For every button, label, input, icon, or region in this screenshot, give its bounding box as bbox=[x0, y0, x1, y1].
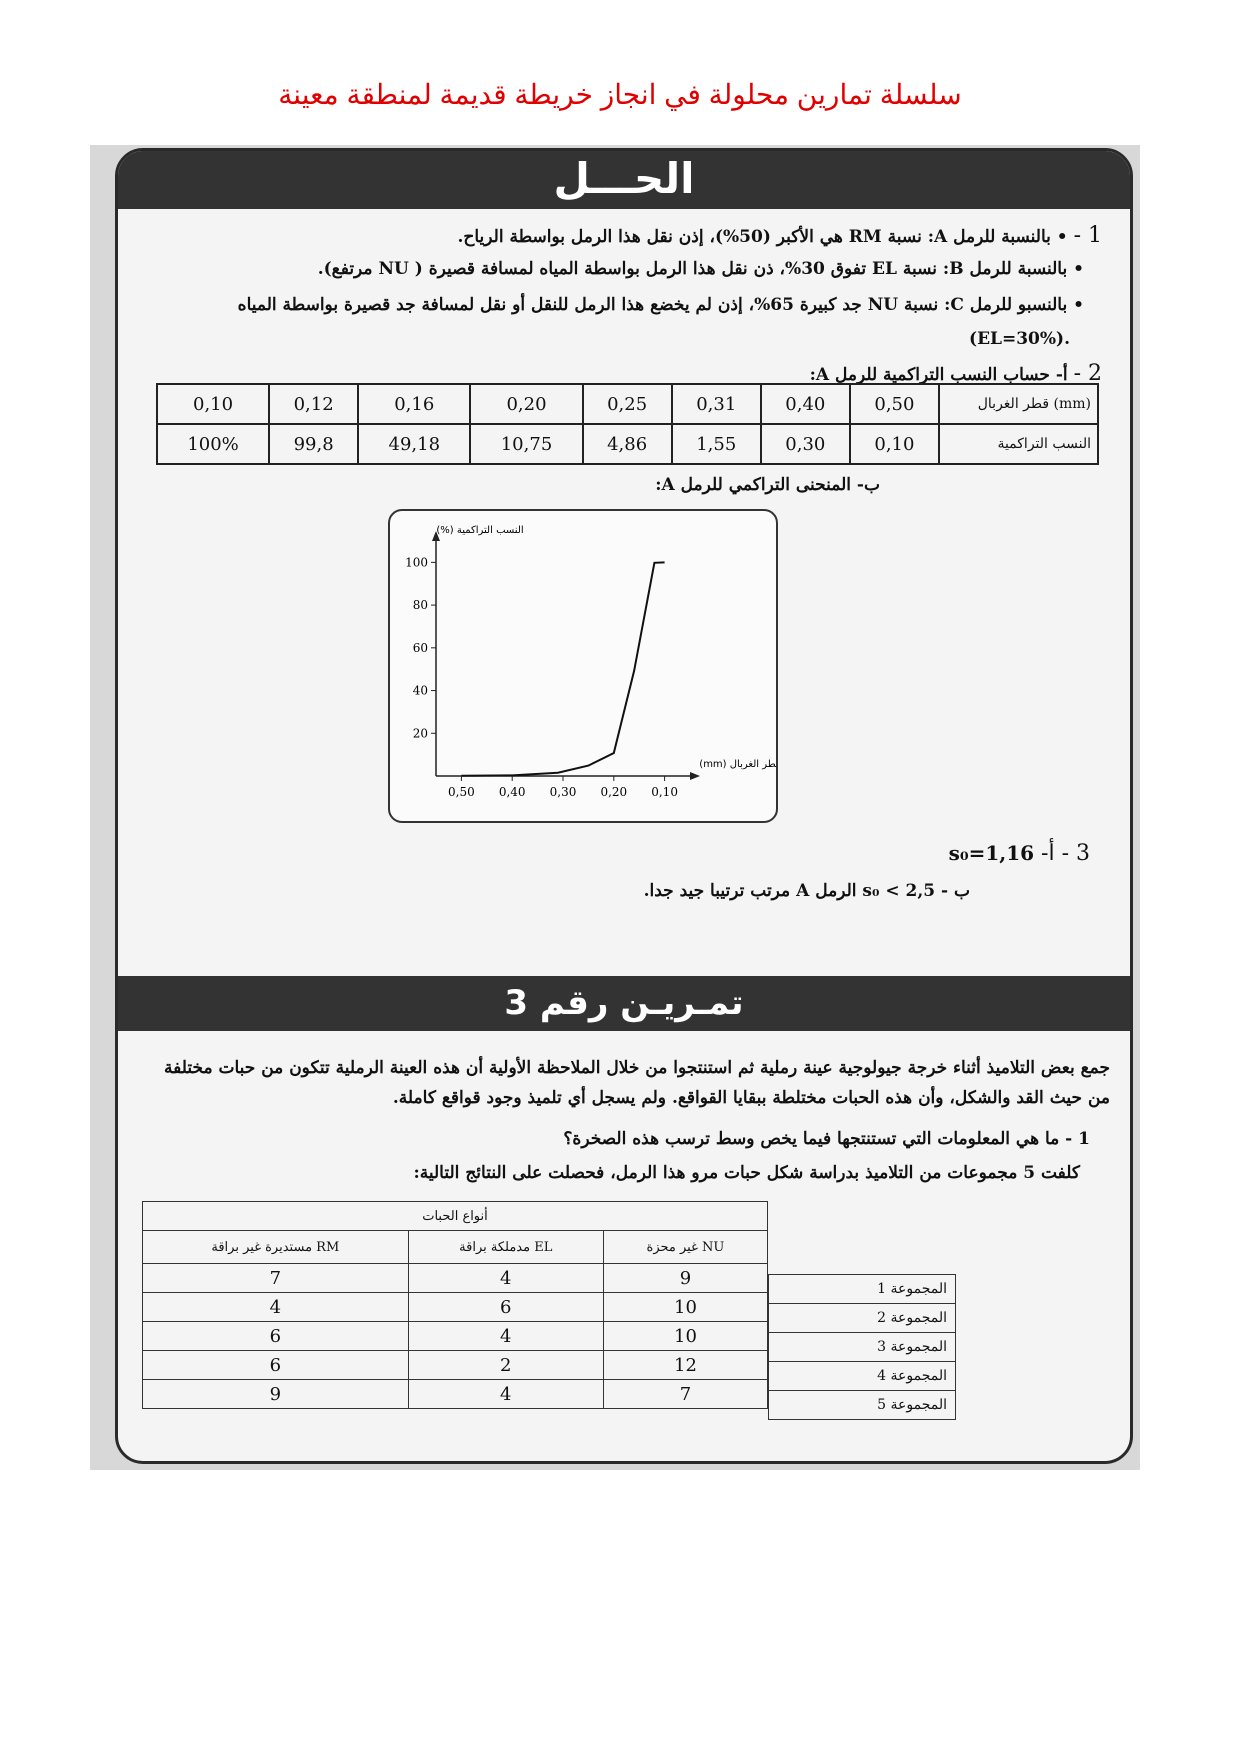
exercise-intro: جمع بعض التلاميذ أثناء خرجة جيولوجية عينة رملية ثم استنتجوا من خلال الملاحظة الأولية أن هذه العينة الرملية تتكون من حبات مختلفة من حيث القد والشكل، وأن هذه الحبات مختلطة ببقايا القواقع. ولم يسجل أي تلميذ وجود قواقع كاملة. bbox=[164, 1058, 1110, 1108]
y-tick-label: 60 bbox=[412, 640, 428, 655]
scanned-page bbox=[115, 148, 1133, 1464]
row-label-diameter: قطر الغربال (mm) bbox=[939, 384, 1098, 424]
x-axis-label: قطر الغربال (mm) bbox=[699, 759, 776, 770]
grain-types-table bbox=[142, 1201, 768, 1409]
table-row: 9 4 7 bbox=[143, 1380, 768, 1409]
table-row: المجموعة 3 bbox=[769, 1333, 956, 1362]
y-axis-label: النسب التراكمية (%) bbox=[436, 525, 524, 536]
q3a-line: 3 - أ- s₀=1,16 bbox=[948, 841, 1090, 866]
table-row: 6 4 10 bbox=[143, 1322, 768, 1351]
y-tick-label: 20 bbox=[412, 726, 428, 741]
x-axis-arrow bbox=[690, 772, 700, 780]
question-1: 1 - ما هي المعلومات التي تستنتجها فيما يخص وسط ترسب هذه الصخرة؟ bbox=[563, 1129, 1090, 1149]
q1-line-4: .(EL=30%) bbox=[969, 329, 1070, 349]
table-row: المجموعة 4 bbox=[769, 1362, 956, 1391]
series-line-A bbox=[461, 562, 664, 775]
x-tick-label: 0,10 bbox=[651, 785, 678, 799]
x-tick-label: 0,30 bbox=[549, 785, 577, 799]
row-label-percent: النسب التراكمية bbox=[939, 424, 1098, 464]
col-nu: غير محزة NU bbox=[603, 1231, 767, 1264]
table-row: المجموعة 5 bbox=[769, 1391, 956, 1420]
document-title: سلسلة تمارين محلولة في انجاز خريطة قديمة لمنطقة معينة bbox=[278, 79, 962, 110]
solution-header: الحـــل bbox=[118, 151, 1130, 209]
q1-number: 1 - bbox=[1073, 223, 1102, 248]
chart-svg bbox=[390, 511, 776, 821]
x-tick-label: 0,20 bbox=[600, 785, 628, 799]
col-rm: مستديرة غير براقة RM bbox=[143, 1231, 409, 1264]
cumulative-curve-chart bbox=[388, 509, 778, 823]
q1-line-3: • بالنسبو للرمل C: نسبة NU جد كبيرة 65%، إذن لم يخضع هذا الرمل للنقل أو نقل لمسافة جد قصيرة بواسطة المياه bbox=[237, 295, 1084, 315]
table-row: 7 4 9 bbox=[143, 1264, 768, 1293]
table-row: المجموعة 2 bbox=[769, 1304, 956, 1333]
cumulative-table bbox=[156, 383, 1099, 465]
x-tick-label: 0,40 bbox=[498, 785, 526, 799]
q2a-line: 2 - أ- حساب النسب التراكمية للرمل A: bbox=[809, 361, 1102, 386]
group-labels-table bbox=[768, 1274, 956, 1420]
grain-types-header: أنواع الحبات bbox=[143, 1202, 768, 1231]
col-el: مدملكة براقة EL bbox=[408, 1231, 603, 1264]
y-tick-label: 80 bbox=[412, 598, 428, 613]
table-row: 6 2 12 bbox=[143, 1351, 768, 1380]
q2b-line: ب- المنحنى التراكمي للرمل A: bbox=[655, 475, 880, 495]
task-text: كلفت 5 مجموعات من التلاميذ بدراسة شكل حبات مرو هذا الرمل، فحصلت على النتائج التالية: bbox=[413, 1163, 1080, 1183]
table-row: 4 6 10 bbox=[143, 1293, 768, 1322]
q1-line-2: • بالنسبة للرمل B: نسبة EL تفوق 30%، ذن نقل هذا الرمل بواسطة المياه لمسافة قصيرة ( NU مرتفع). bbox=[317, 259, 1084, 279]
exercise-3-header: تمـريـن رقم 3 bbox=[118, 976, 1130, 1031]
y-tick-label: 100 bbox=[405, 555, 428, 570]
q1-line-1: 1 - • بالنسبة للرمل A: نسبة RM هي الأكبر (50%)، إذن نقل هذا الرمل بواسطة الرياح. bbox=[457, 223, 1102, 248]
table-row: المجموعة 1 bbox=[769, 1275, 956, 1304]
q3b-line: ب - s₀ < 2,5 الرمل A مرتب ترتيبا جيد جدا. bbox=[643, 881, 970, 901]
x-tick-label: 0,50 bbox=[448, 785, 475, 799]
y-tick-label: 40 bbox=[412, 683, 428, 698]
table-row: 100% 99,8 49,18 10,75 4,86 1,55 0,30 0,10 النسب التراكمية bbox=[157, 424, 1098, 464]
table-row: 0,10 0,12 0,16 0,20 0,25 0,31 0,40 0,50 قطر الغربال (mm) bbox=[157, 384, 1098, 424]
chart-ticks bbox=[405, 555, 678, 799]
